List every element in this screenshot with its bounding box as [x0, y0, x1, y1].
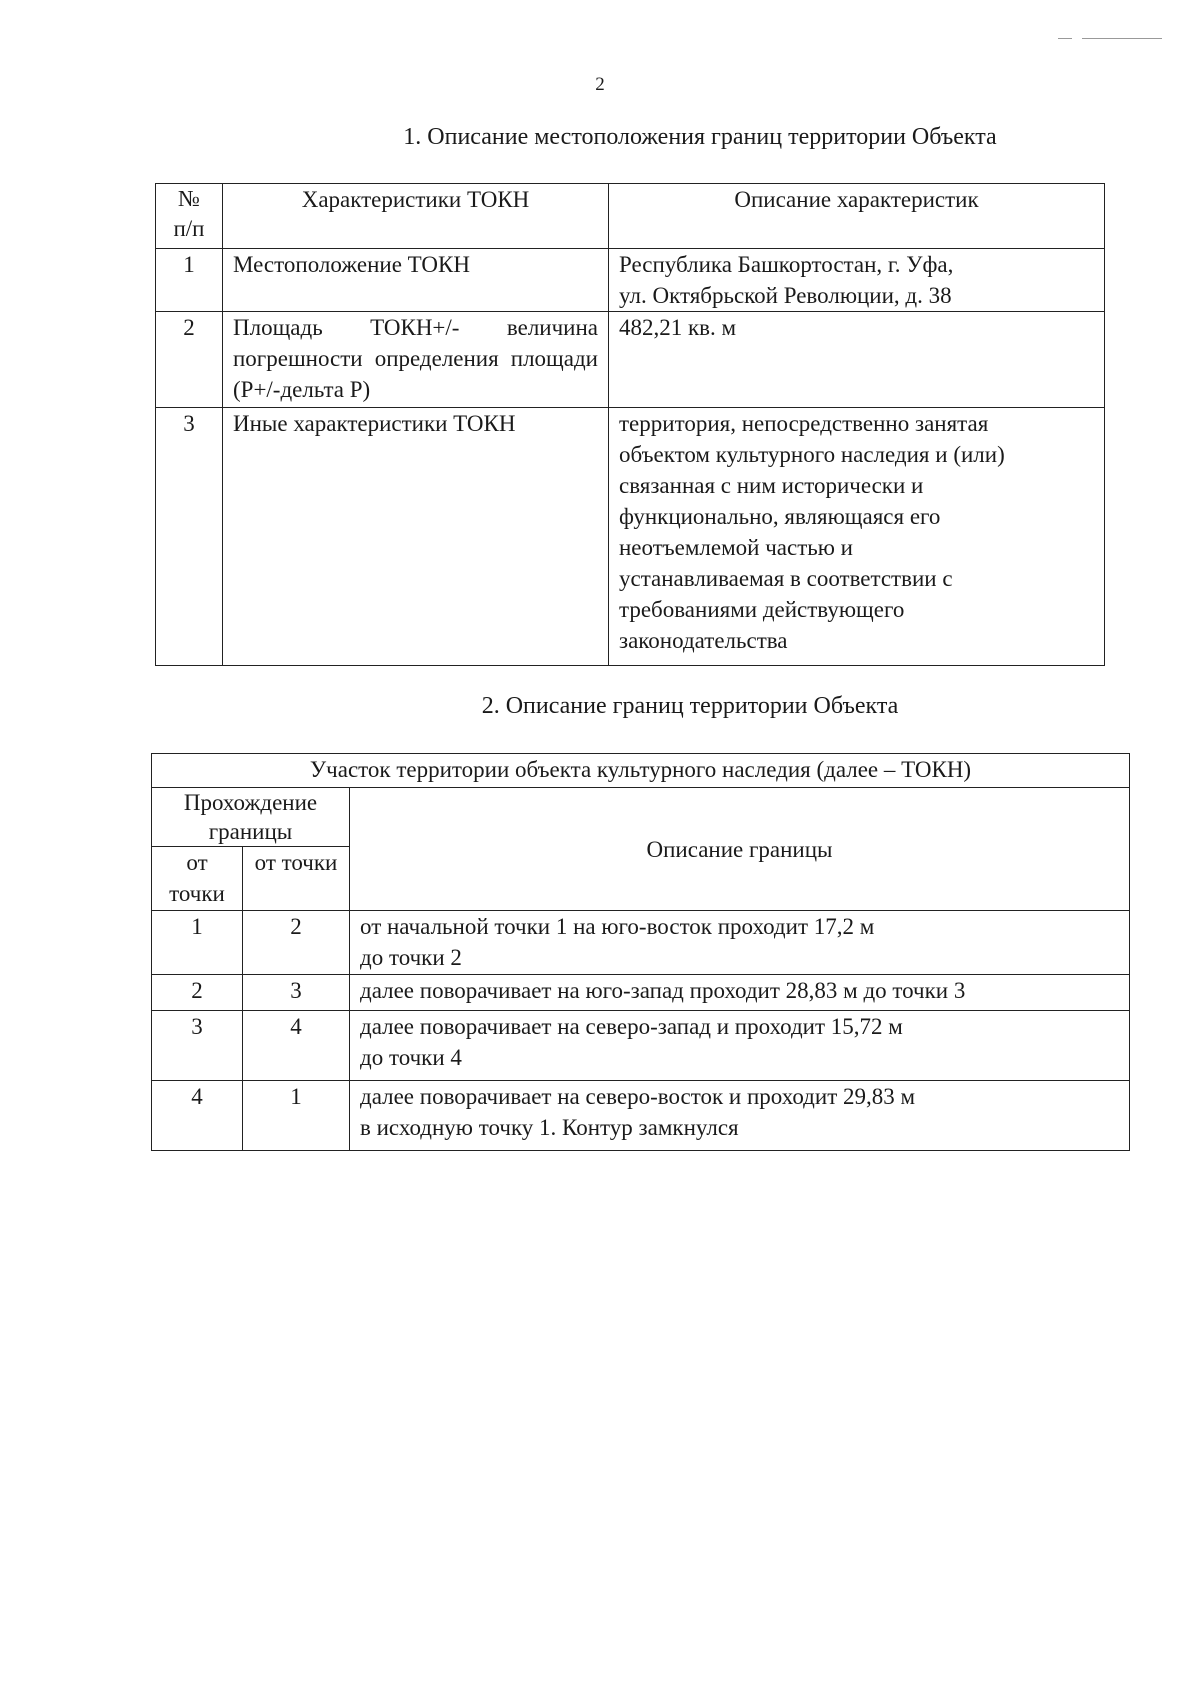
description-line: функционально, являющаяся его [619, 504, 941, 529]
table-title-row [152, 754, 1130, 788]
table-row [152, 1081, 1130, 1151]
boundary-description-cell [350, 1081, 1130, 1151]
description-line: требованиями действующего [619, 597, 905, 622]
column-header-description: Описание характеристик [609, 184, 1105, 249]
table-header-row [152, 788, 1130, 847]
description-line: законодательства [619, 628, 788, 653]
location-table [155, 183, 1105, 666]
column-header-characteristic: Характеристики ТОКН [223, 184, 609, 249]
from-point-cell: 4 [152, 1081, 243, 1151]
description-line: объектом культурного наследия и (или) [619, 442, 1005, 467]
description-line: устанавливаемая в соответствии с [619, 566, 953, 591]
scan-mark [1058, 38, 1072, 39]
description-line: неотъемлемой частью и [619, 535, 853, 560]
description-line: до точки 4 [360, 1045, 462, 1070]
description-line: далее поворачивает на юго-запад проходит 28,83 м до точки 3 [360, 978, 966, 1003]
characteristic-cell: Иные характеристики ТОКН [223, 408, 609, 666]
description-line: далее поворачивает на северо-восток и проходит 29,83 м [360, 1084, 916, 1109]
to-point-cell: 1 [243, 1081, 350, 1151]
description-cell [609, 249, 1105, 312]
column-header-to-point: от точки [243, 847, 350, 911]
table-row [156, 312, 1105, 408]
description-line: связанная с ним исторически и [619, 473, 924, 498]
table-title: Участок территории объекта культурного наследия (далее – ТОКН) [152, 754, 1130, 788]
row-number: 3 [156, 408, 223, 666]
from-point-cell: 3 [152, 1011, 243, 1081]
section-2-title: 2. Описание границ территории Объекта [481, 693, 899, 719]
description-line: до точки 2 [360, 945, 462, 970]
from-point-cell: 1 [152, 911, 243, 975]
column-header-boundary-description: Описание границы [350, 788, 1130, 911]
table-row [156, 249, 1105, 312]
description-line: территория, непосредственно занятая [619, 411, 989, 436]
row-number: 1 [156, 249, 223, 312]
boundary-description-cell [350, 911, 1130, 975]
from-point-cell: 2 [152, 975, 243, 1011]
row-number: 2 [156, 312, 223, 408]
to-point-cell: 2 [243, 911, 350, 975]
table-header-row [156, 184, 1105, 249]
table-row [152, 975, 1130, 1011]
description-line: 482,21 кв. м [619, 315, 737, 340]
column-header-from-point: от точки [152, 847, 243, 911]
table-row [152, 1011, 1130, 1081]
description-line: Республика Башкортостан, г. Уфа, [619, 252, 954, 277]
page-number: 2 [595, 74, 605, 95]
column-header-passage: Прохождение границы [152, 788, 350, 847]
description-cell [609, 408, 1105, 666]
description-line: далее поворачивает на северо-запад и проходит 15,72 м [360, 1014, 903, 1039]
description-cell [609, 312, 1105, 408]
characteristic-cell: Местоположение ТОКН [223, 249, 609, 312]
to-point-cell: 4 [243, 1011, 350, 1081]
characteristic-cell: Площадь ТОКН+/- величина погрешности определения площади (P+/-дельта P) [223, 312, 609, 408]
to-point-cell: 3 [243, 975, 350, 1011]
description-line: от начальной точки 1 на юго-восток проходит 17,2 м [360, 914, 875, 939]
boundary-description-cell [350, 975, 1130, 1011]
table-row [152, 911, 1130, 975]
description-line: ул. Октябрьской Революции, д. 38 [619, 283, 952, 308]
section-1-title: 1. Описание местоположения границ территории Объекта [403, 124, 997, 150]
boundary-table [151, 753, 1130, 1151]
column-header-number: № п/п [156, 184, 223, 249]
scan-mark [1082, 38, 1162, 39]
description-line: в исходную точку 1. Контур замкнулся [360, 1115, 739, 1140]
table-row [156, 408, 1105, 666]
boundary-description-cell [350, 1011, 1130, 1081]
